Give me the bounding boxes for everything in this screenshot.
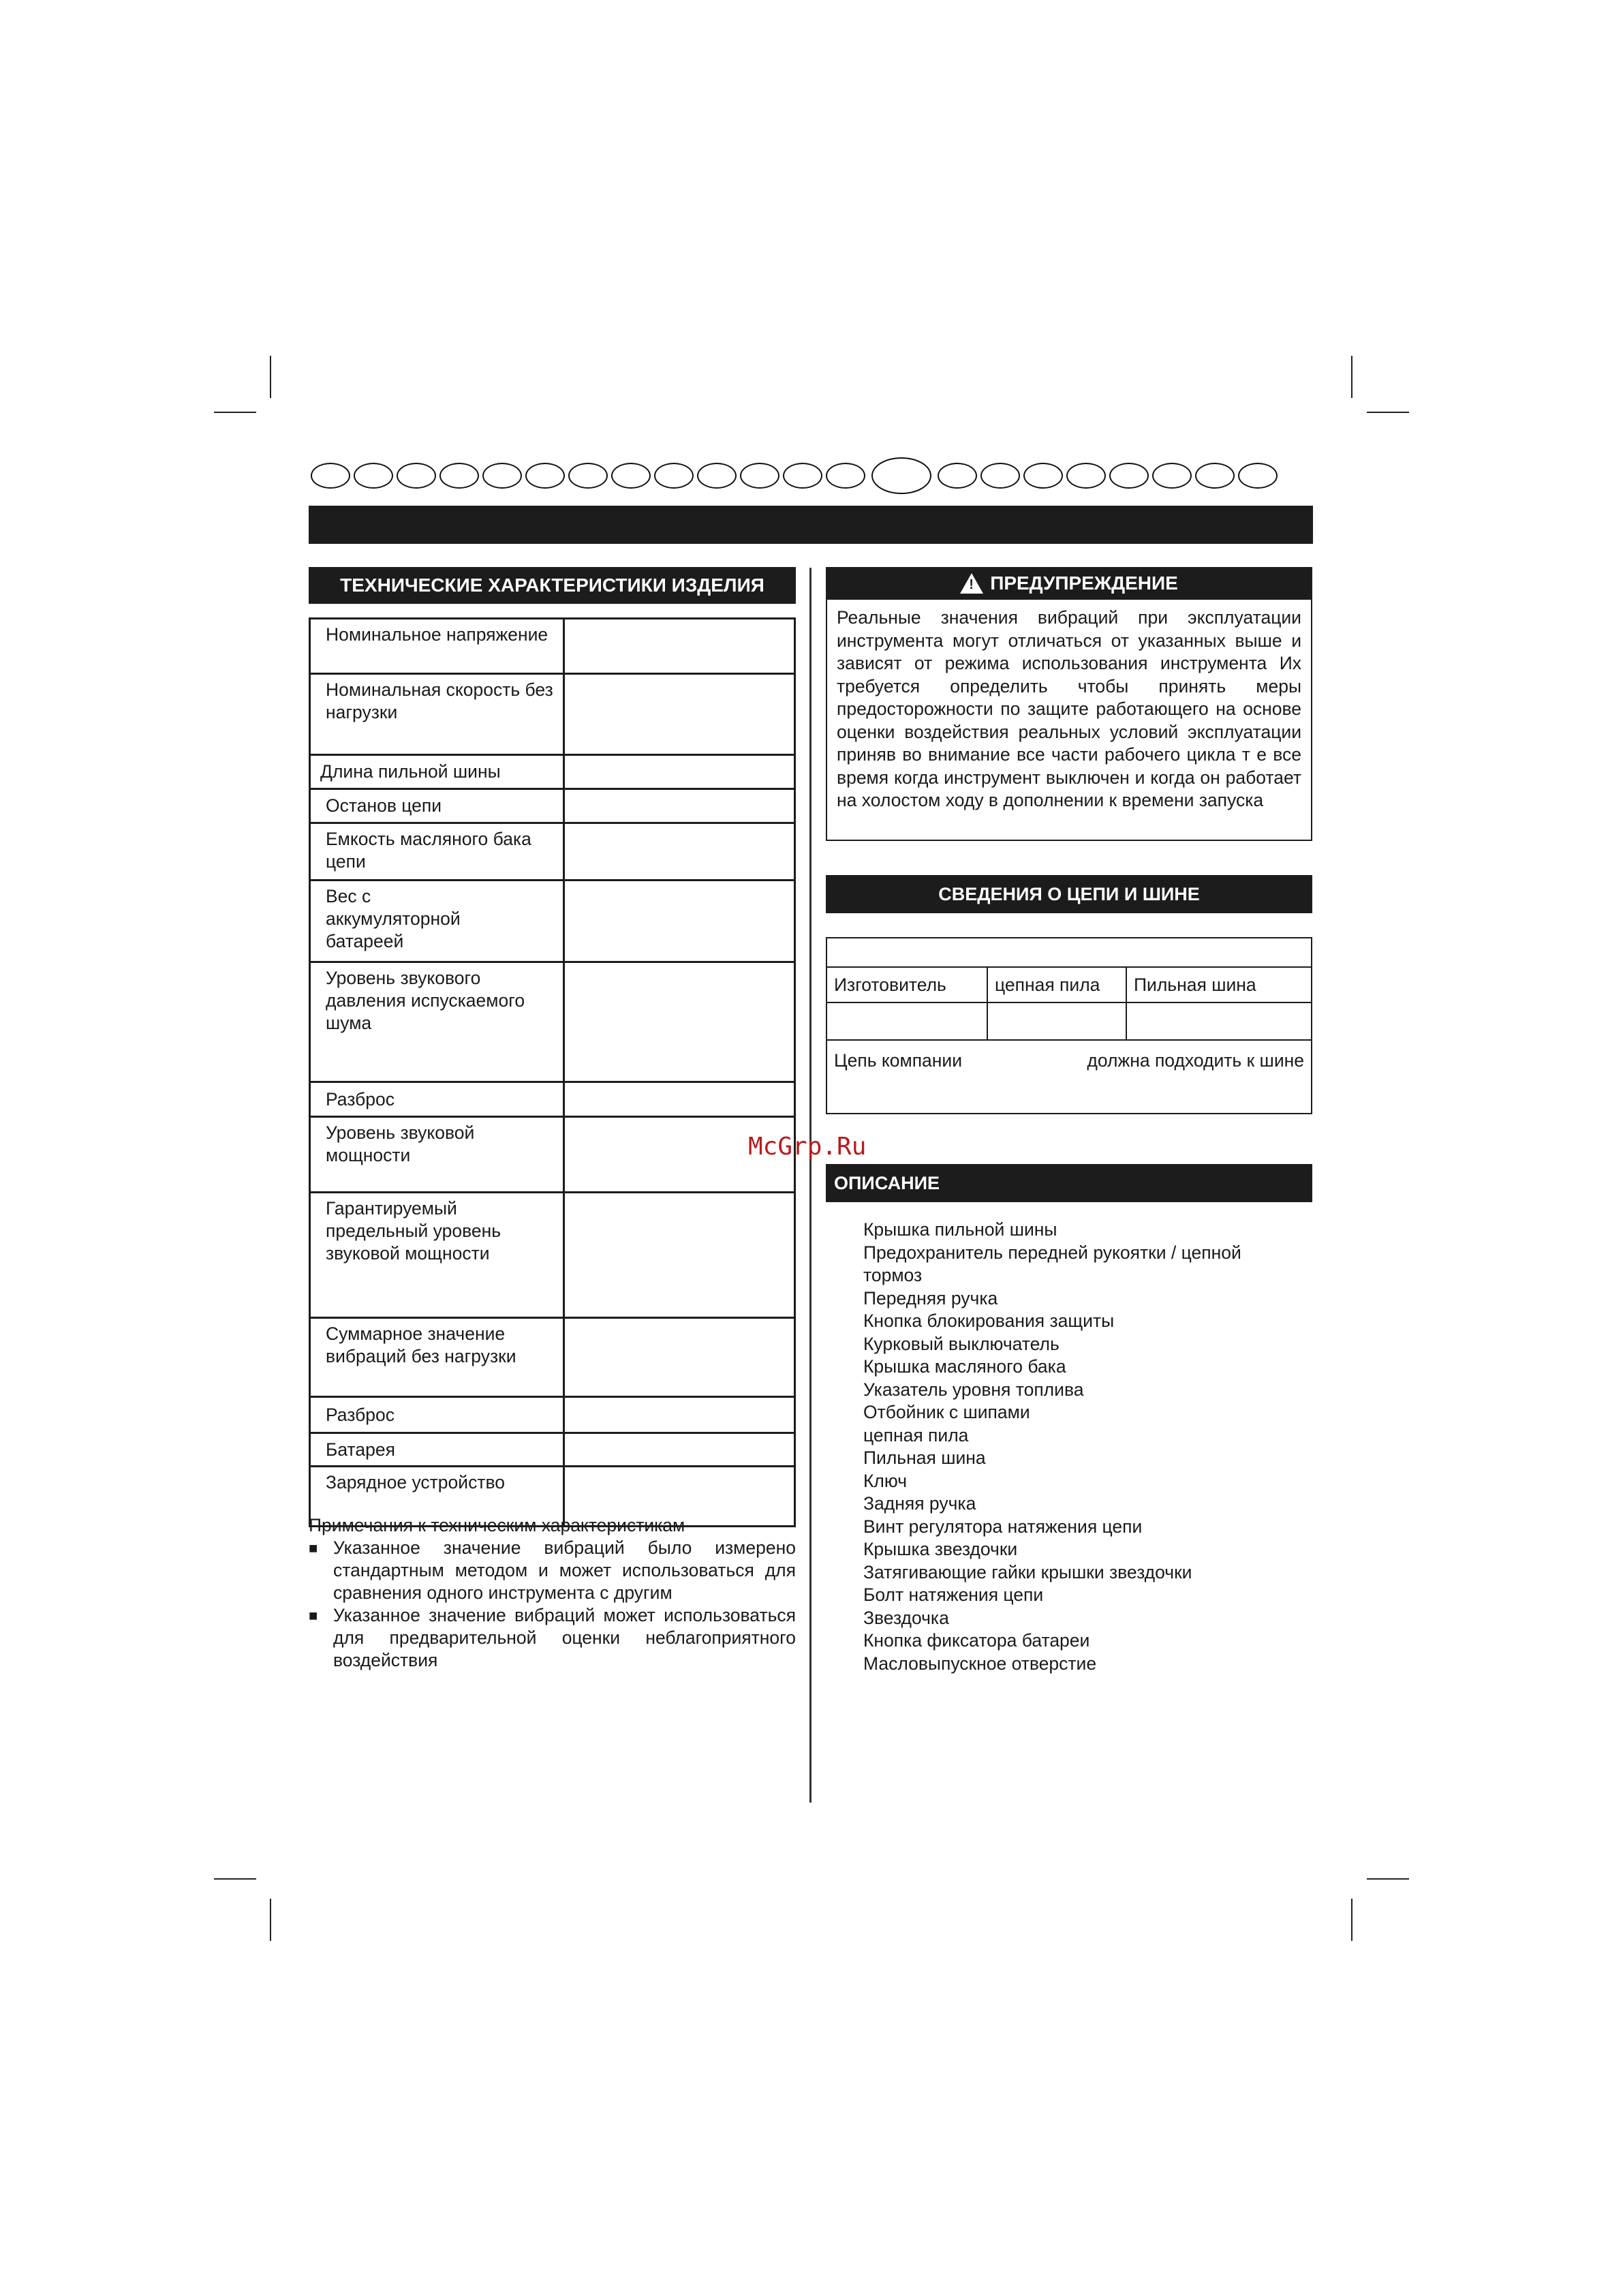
column-divider bbox=[809, 568, 812, 1803]
header-bar bbox=[309, 506, 1313, 544]
language-oval bbox=[697, 463, 737, 489]
table-row bbox=[310, 823, 795, 881]
spec-value bbox=[563, 619, 794, 674]
language-oval bbox=[938, 463, 977, 489]
language-oval bbox=[826, 463, 865, 489]
list-item: Крышка пильной шины bbox=[863, 1219, 1057, 1240]
list-item: Болт натяжения цепи bbox=[863, 1585, 1044, 1605]
language-oval bbox=[311, 463, 350, 489]
crop-mark bbox=[1367, 1878, 1409, 1880]
spec-value bbox=[563, 1318, 794, 1397]
language-oval bbox=[354, 463, 393, 489]
warning-box bbox=[826, 598, 1312, 841]
language-ovals bbox=[311, 457, 1281, 494]
table-row bbox=[310, 1397, 795, 1433]
chain-table-blank bbox=[826, 938, 1312, 967]
spec-label: Номинальное напряжение bbox=[310, 619, 564, 674]
language-oval bbox=[525, 463, 565, 489]
crop-mark bbox=[1351, 356, 1352, 398]
chain-cell bbox=[826, 1002, 987, 1040]
language-oval bbox=[568, 463, 608, 489]
spec-label: Батарея bbox=[310, 1433, 564, 1467]
spec-value bbox=[563, 1193, 794, 1318]
spec-value bbox=[563, 755, 794, 789]
spec-label: Останов цепи bbox=[310, 789, 564, 823]
spec-label: Гарантируемый предельный уровень звуковой мощности bbox=[310, 1193, 564, 1318]
note-item: ■ Указанное значение вибраций может использоваться для предварительной оценки неблагоприятного воздействия bbox=[309, 1604, 796, 1672]
crop-mark bbox=[1351, 1899, 1352, 1941]
chain-note bbox=[826, 1040, 1312, 1114]
table-row bbox=[826, 938, 1312, 967]
description-title: ОПИСАНИЕ bbox=[826, 1164, 1312, 1202]
table-row bbox=[310, 789, 795, 823]
description-list bbox=[863, 1219, 1286, 1675]
list-item: Кнопка фиксатора батареи bbox=[863, 1630, 1090, 1651]
language-oval bbox=[1238, 463, 1278, 489]
table-row bbox=[310, 881, 795, 962]
language-oval bbox=[740, 463, 779, 489]
chain-header-manufacturer: Изготовитель bbox=[826, 967, 987, 1002]
list-item: Крышка масляного бака bbox=[863, 1356, 1066, 1377]
language-oval-active bbox=[871, 457, 931, 494]
spec-label: Уровень звуковой мощности bbox=[310, 1117, 564, 1193]
list-item: Курковый выключатель bbox=[863, 1333, 1060, 1354]
language-oval bbox=[980, 463, 1020, 489]
warning-text: Реальные значения вибраций при эксплуатации инструмента могут отличаться от указанных выше и зависят от режима использования инструмента Их требуется определить чтобы принять меры предосторожности по защите работающего на основе оценки воздействия реальных условий эксплуатации приняв во внимание все части рабочего цикла т е все время когда инструмент выключен и когда он работает на холостом ходу в дополнении к времени запуска bbox=[837, 607, 1301, 810]
spec-label: Емкость масляного бака цепи bbox=[310, 823, 564, 881]
spec-value bbox=[563, 962, 794, 1082]
spec-value bbox=[563, 674, 794, 755]
spec-value bbox=[563, 881, 794, 962]
spec-value bbox=[563, 1397, 794, 1433]
list-item: Кнопка блокирования защиты bbox=[863, 1311, 1115, 1331]
list-item: Винт регулятора натяжения цепи bbox=[863, 1516, 1143, 1537]
chain-note-left: Цепь компании bbox=[834, 1050, 963, 1071]
list-item: Указатель уровня топлива bbox=[863, 1379, 1084, 1400]
spec-label: Разброс bbox=[310, 1082, 564, 1117]
spec-value bbox=[563, 789, 794, 823]
table-row bbox=[826, 1040, 1312, 1114]
list-item: Затягивающие гайки крышки звездочки bbox=[863, 1561, 1192, 1582]
spec-label: Разброс bbox=[310, 1397, 564, 1433]
list-item: Предохранитель передней рукоятки / цепной тормоз bbox=[863, 1242, 1241, 1285]
chain-section-title: СВЕДЕНИЯ О ЦЕПИ И ШИНЕ bbox=[826, 875, 1312, 913]
language-oval bbox=[397, 463, 436, 489]
crop-mark bbox=[214, 412, 256, 413]
spec-section-title: ТЕХНИЧЕСКИЕ ХАРАКТЕРИСТИКИ ИЗДЕЛИЯ bbox=[309, 567, 796, 604]
crop-mark bbox=[214, 1878, 256, 1880]
language-oval bbox=[439, 463, 479, 489]
language-oval bbox=[1066, 463, 1106, 489]
chain-cell bbox=[987, 1002, 1126, 1040]
spec-value bbox=[563, 1082, 794, 1117]
table-row bbox=[310, 962, 795, 1082]
language-oval bbox=[654, 463, 694, 489]
language-oval bbox=[1152, 463, 1192, 489]
language-oval bbox=[1023, 463, 1063, 489]
note-item: ■ Указанное значение вибраций было измерено стандартным методом и может использоваться для сравнения одного инструмента с другим bbox=[309, 1537, 796, 1604]
list-item: Передняя ручка bbox=[863, 1287, 998, 1308]
list-item: Задняя ручка bbox=[863, 1493, 976, 1514]
spec-label: Длина пильной шины bbox=[310, 755, 564, 789]
list-item: Пильная шина bbox=[863, 1448, 986, 1468]
spec-label: Вес с аккумуляторной батареей bbox=[310, 881, 564, 962]
chain-note-right: должна подходить к шине bbox=[1087, 1050, 1304, 1071]
language-oval bbox=[1109, 463, 1149, 489]
spec-label: Номинальная скорость без нагрузки bbox=[310, 674, 564, 755]
chain-cell bbox=[1126, 1002, 1312, 1040]
language-oval bbox=[783, 463, 822, 489]
warning-title: ПРЕДУПРЕЖДЕНИЕ bbox=[990, 572, 1178, 594]
list-item: цепная пила bbox=[863, 1424, 969, 1445]
table-row bbox=[310, 674, 795, 755]
table-row bbox=[310, 1193, 795, 1318]
table-row bbox=[826, 1002, 1312, 1040]
spec-label: Уровень звукового давления испускаемого шума bbox=[310, 962, 564, 1082]
crop-mark bbox=[270, 1899, 271, 1941]
watermark: McGrp.Ru bbox=[748, 1133, 867, 1161]
crop-mark bbox=[1367, 412, 1409, 413]
chain-header-chainsaw: цепная пила bbox=[987, 967, 1126, 1002]
chain-table bbox=[826, 937, 1312, 1114]
table-row bbox=[310, 1082, 795, 1117]
language-oval bbox=[482, 463, 522, 489]
language-oval bbox=[611, 463, 651, 489]
chain-header-bar: Пильная шина bbox=[1126, 967, 1312, 1002]
table-row bbox=[310, 1117, 795, 1193]
list-item: Отбойник с шипами bbox=[863, 1402, 1030, 1422]
spec-label: Суммарное значение вибраций без нагрузки bbox=[310, 1318, 564, 1397]
spec-value bbox=[563, 823, 794, 881]
list-item: Звездочка bbox=[863, 1607, 949, 1628]
table-row bbox=[310, 755, 795, 789]
table-row bbox=[310, 619, 795, 674]
list-item: Масловыпускное отверстие bbox=[863, 1653, 1097, 1674]
spec-table bbox=[309, 617, 796, 1527]
list-item: Ключ bbox=[863, 1470, 907, 1491]
table-row bbox=[310, 1318, 795, 1397]
warning-triangle-icon: ! bbox=[960, 573, 983, 594]
list-item: Крышка звездочки bbox=[863, 1539, 1018, 1559]
spec-label: Зарядное устройство bbox=[310, 1467, 564, 1527]
crop-mark bbox=[270, 356, 271, 398]
spec-notes bbox=[309, 1514, 796, 1672]
warning-title-bar bbox=[826, 567, 1312, 600]
table-row bbox=[826, 967, 1312, 1002]
language-oval bbox=[1195, 463, 1235, 489]
spec-value bbox=[563, 1433, 794, 1467]
table-row bbox=[310, 1433, 795, 1467]
notes-title: Примечания к техническим характеристикам bbox=[309, 1515, 685, 1535]
